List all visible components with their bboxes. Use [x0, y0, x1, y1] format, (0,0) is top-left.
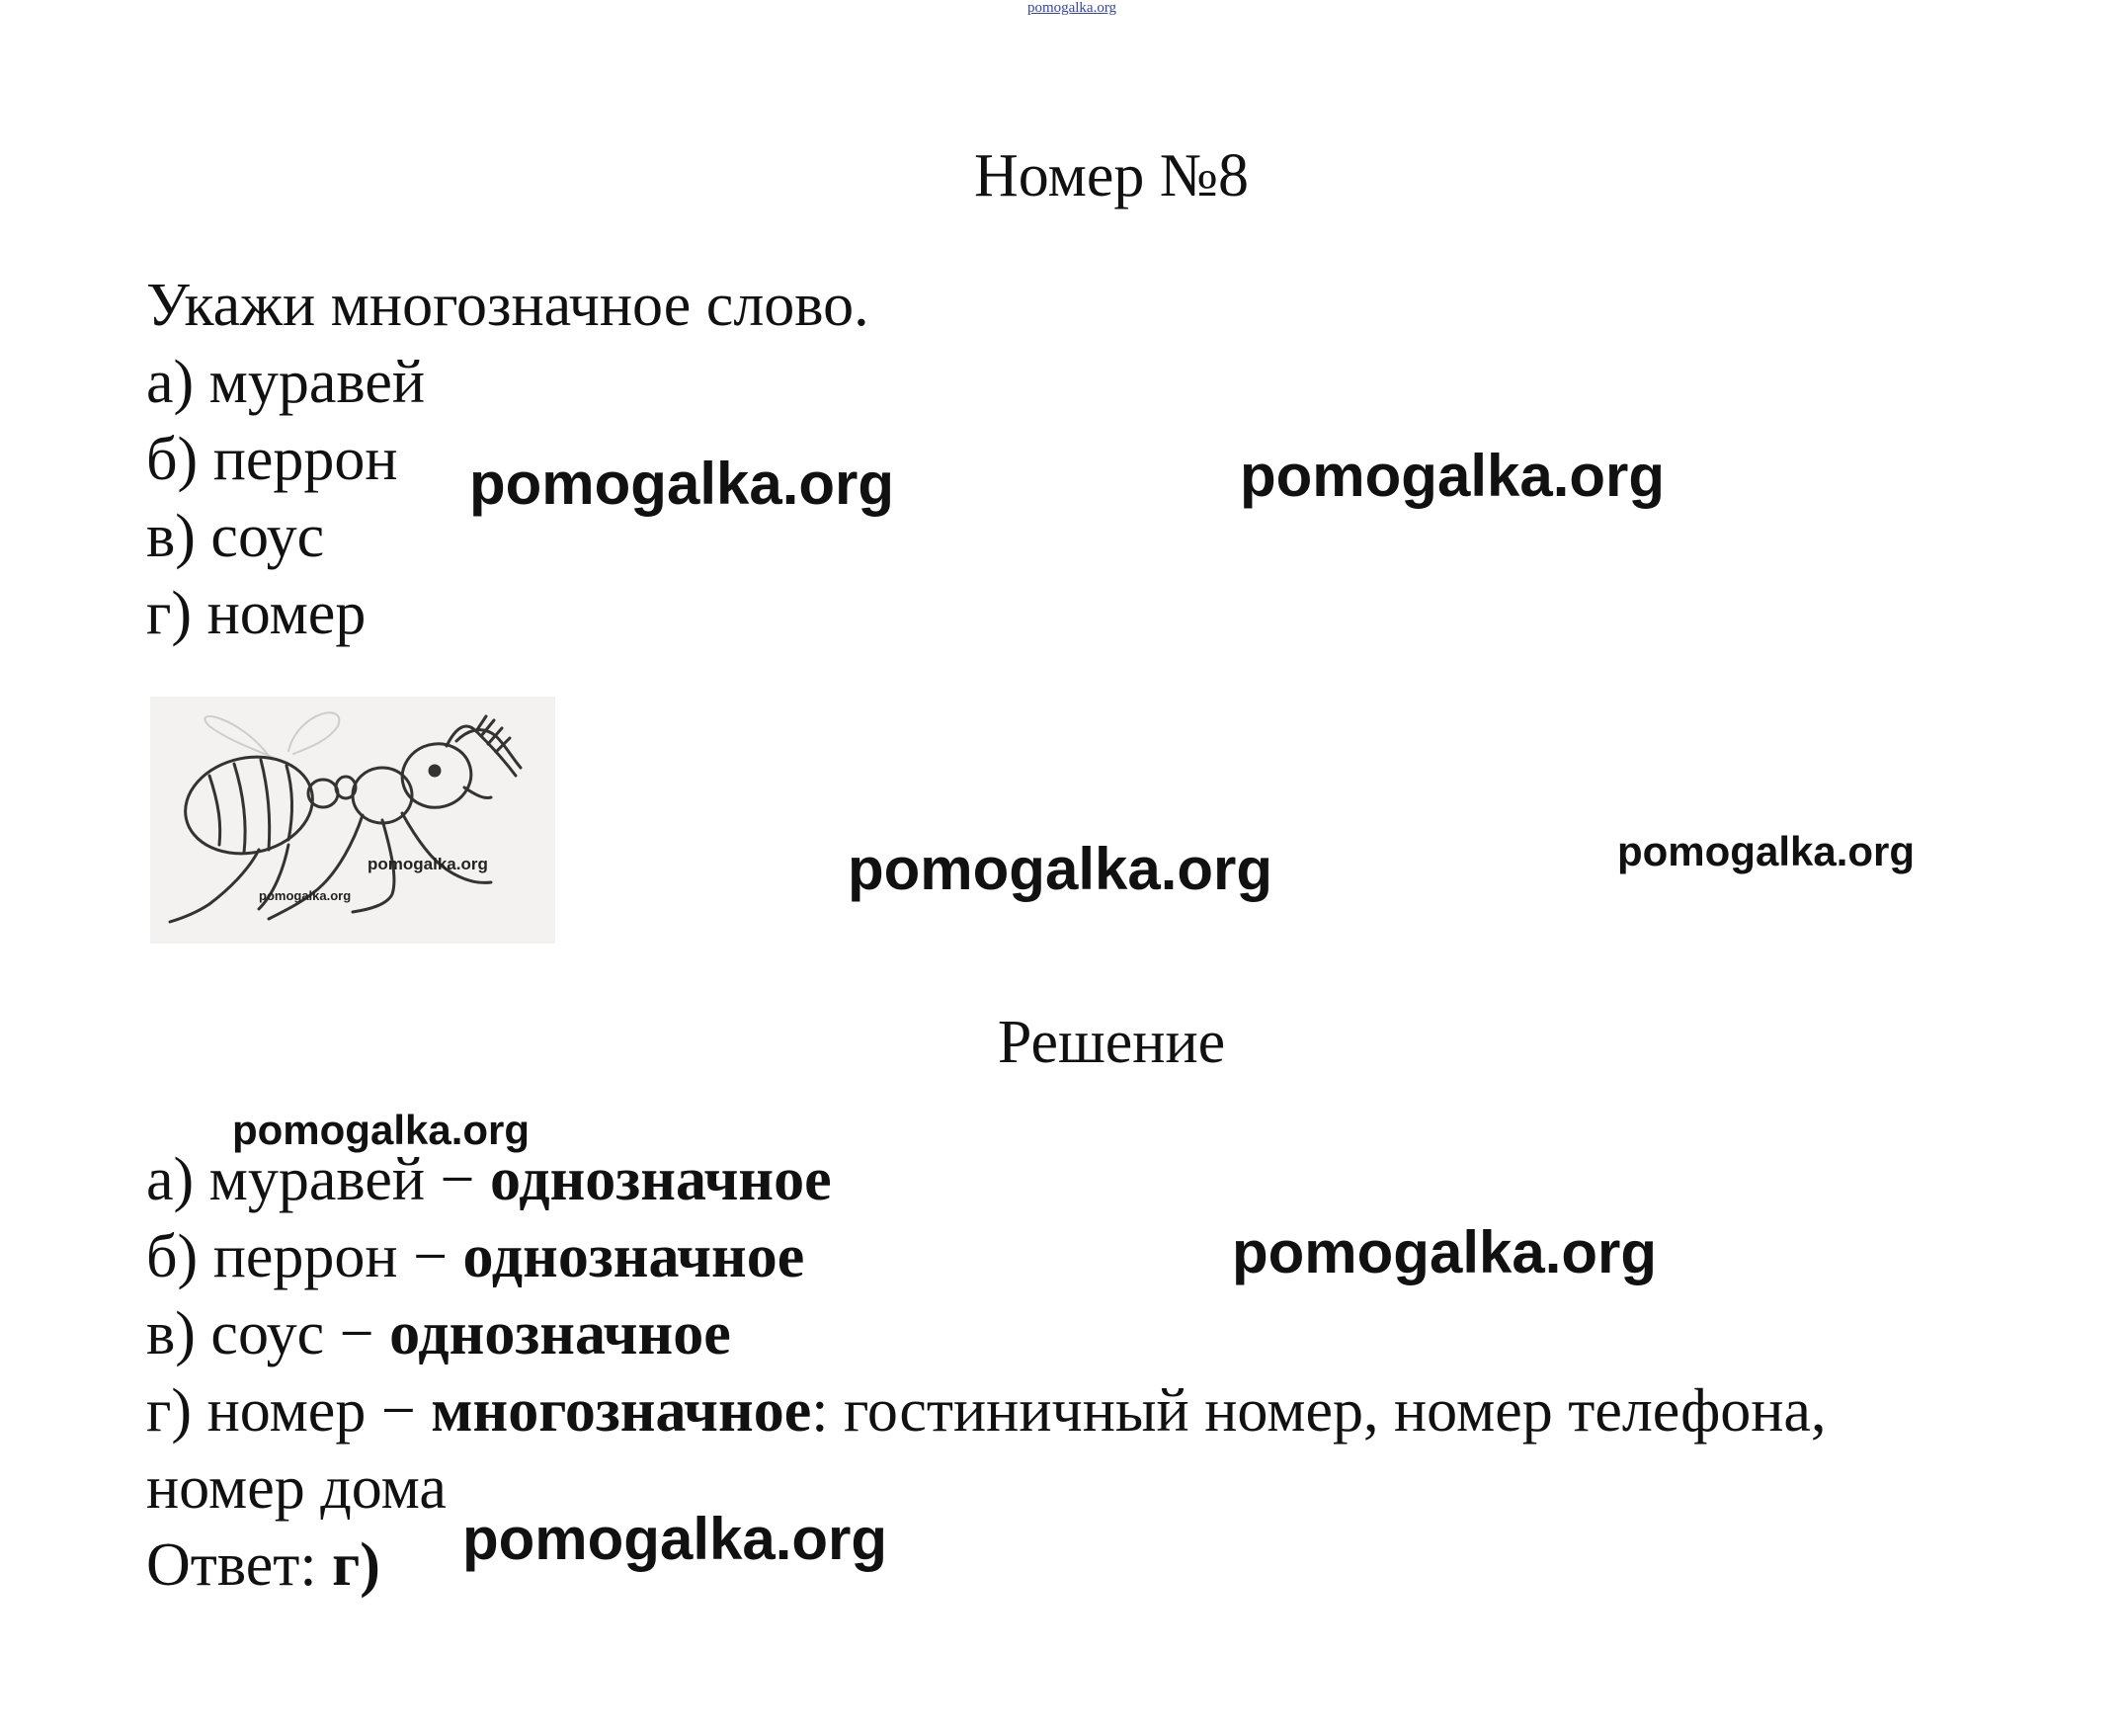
- task-question: Укажи многозначное слово.: [146, 272, 869, 339]
- ant-watermark-2: pomogalka.org: [259, 888, 352, 903]
- watermark: pomogalka.org: [1240, 443, 1666, 509]
- option-a: а) муравей: [146, 349, 426, 416]
- option-d: г) номер: [146, 580, 367, 647]
- solution-line-d: [146, 1372, 1826, 1449]
- answer-value: г): [332, 1531, 380, 1599]
- watermark: pomogalka.org: [1617, 828, 1916, 874]
- answer-label: Ответ:: [146, 1531, 333, 1599]
- watermark: pomogalka.org: [469, 451, 895, 517]
- solution-line-b-verdict: однозначное: [462, 1223, 805, 1290]
- watermark: pomogalka.org: [462, 1506, 888, 1572]
- solution-line-c-verdict: однозначное: [389, 1300, 731, 1367]
- solution-line-c: [146, 1295, 731, 1372]
- option-b: б) перрон: [146, 426, 398, 493]
- task-title: Номер №8: [973, 142, 1249, 209]
- watermark: pomogalka.org: [232, 1107, 531, 1153]
- answer-line: [146, 1527, 380, 1604]
- solution-continuation: номер дома: [146, 1454, 447, 1522]
- solution-line-a-text: а) муравей −: [146, 1146, 490, 1213]
- watermark: pomogalka.org: [1232, 1219, 1658, 1285]
- ant-illustration: [150, 697, 555, 944]
- watermark: pomogalka.org: [848, 836, 1273, 902]
- ant-watermark-1: pomogalka.org: [368, 855, 488, 873]
- solution-line-a-verdict: однозначное: [490, 1146, 832, 1213]
- solution-line-b-text: б) перрон −: [146, 1223, 463, 1290]
- solution-line-c-text: в) соус −: [146, 1300, 390, 1367]
- option-c: в) соус: [146, 503, 325, 570]
- solution-line-d-verdict: многозначное: [431, 1377, 812, 1445]
- site-link[interactable]: pomogalka.org: [1026, 0, 1117, 16]
- solution-line-b: [146, 1218, 804, 1295]
- solution-title: Решение: [997, 1009, 1226, 1076]
- ant-icon: [150, 697, 555, 944]
- solution-line-d-text: г) номер −: [146, 1377, 432, 1445]
- solution-line-d-suffix: : гостиничный номер, номер телефона,: [811, 1377, 1827, 1445]
